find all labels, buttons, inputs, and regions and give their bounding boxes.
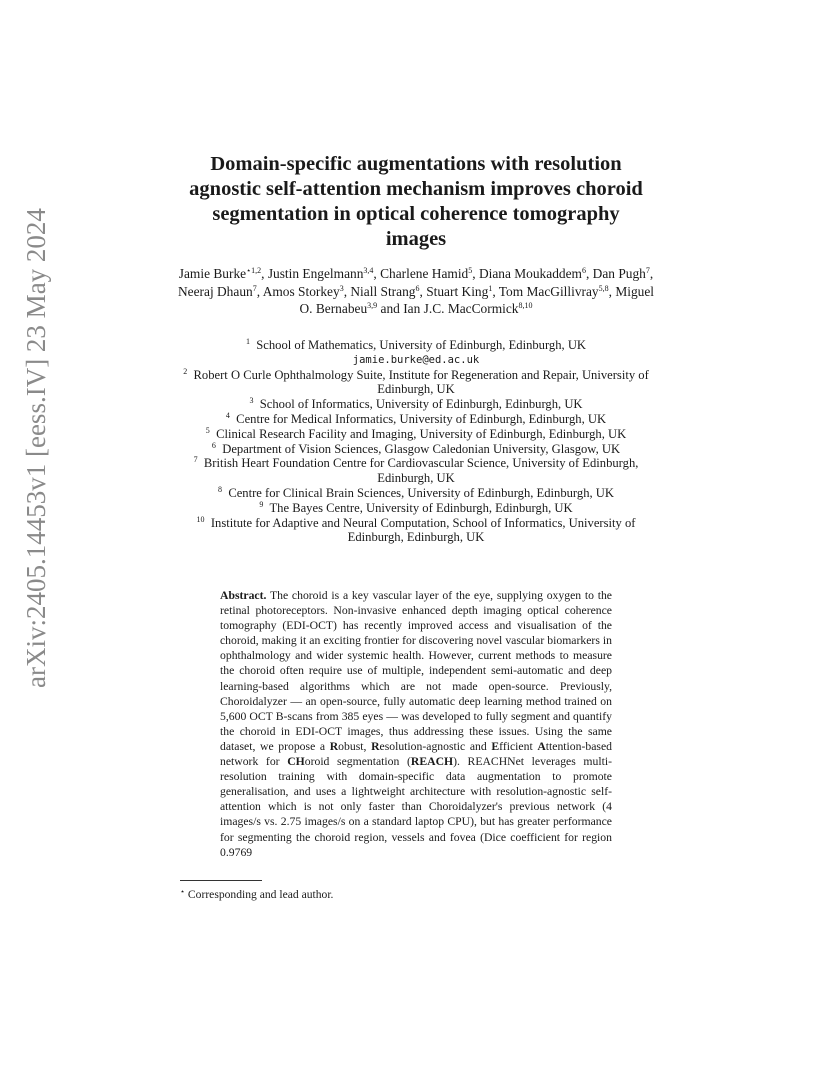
affiliation: $^7$ British Heart Foundation Centre for Cardiovascular Science, University of Edinburgh, Edinburgh, UK — [193, 455, 639, 486]
affiliation: $^2$ Robert O Curle Ophthalmology Suite, Institute for Regeneration and Repair, University of Edinburgh, UK — [183, 366, 649, 397]
author-list: Jamie Burke$^{⋆1,2}$, Justin Engelmann$^{3,4}$, Charlene Hamid$^5$, Diana Moukaddem$^6$, Dan Pugh$^7$, Neeraj Dhaun$^7$, Amos Storkey$^3$, Niall Strang$^6$, Stuart King$^1$, Tom MacGillivray$^{5,8}$, Miguel O. Bernabeu$^{3,9}$ and Ian J.C. MacCormick$^{8,10}$ — [177, 266, 655, 316]
acronym-reach: REACH — [410, 755, 454, 769]
affiliation: $^5$ Clinical Research Facility and Imaging, University of Edinburgh, Edinburgh, UK — [205, 425, 627, 441]
author: Niall Strang$^6$ — [350, 283, 420, 299]
affiliation: $^{10}$ Institute for Adaptive and Neural Computation, School of Informatics, University of Edinburgh, Edinburgh, UK — [196, 514, 636, 545]
author: Neeraj Dhaun$^7$ — [177, 283, 257, 299]
author: Jamie Burke$^{⋆1,2}$ — [178, 266, 262, 281]
abstract-label: Abstract. — [220, 589, 267, 602]
abstract-text-continued: ). REACHNet leverages multi-resolution training with domain-specific data augmentation to promote generalisation, and uses a lightweight architecture with resolution-agnostic self-attention which is not only faster than Choroidalyzer's previous network (4 images/s vs. 2.75 images/s on a standard laptop CPU), but has greater performance for segmenting the choroid region, vessels and fovea (Dice coefficient for region 0.9769 — [220, 755, 612, 859]
author: Amos Storkey$^3$ — [262, 283, 344, 299]
affiliation: $^8$ Centre for Clinical Brain Sciences, University of Edinburgh, Edinburgh, UK — [218, 484, 614, 500]
footnote-divider — [180, 880, 262, 881]
arxiv-identifier: arXiv:2405.14453v1 [eess.IV] 23 May 2024 — [21, 208, 51, 688]
author: Diana Moukaddem$^6$ — [478, 266, 586, 281]
author: Ian J.C. MacCormick$^{8,10}$ — [403, 301, 533, 316]
affiliation: $^1$ School of Mathematics, University of Edinburgh, Edinburgh, UK — [245, 337, 587, 352]
author: Dan Pugh$^7$ — [592, 266, 650, 281]
footnote: ⋆ Corresponding and lead author. — [180, 887, 334, 901]
author: Miguel O. Bernabeu$^{3,9}$ — [299, 283, 655, 316]
author: Stuart King$^1$ — [426, 283, 493, 299]
author: Justin Engelmann$^{3,4}$ — [267, 266, 374, 281]
affiliation-list — [170, 338, 662, 545]
author: Charlene Hamid$^5$ — [380, 266, 473, 281]
paper-title: Domain-specific augmentations with resolution agnostic self-attention mechanism improves choroid segmentation in optical coherence tomography images — [189, 153, 643, 250]
affiliation: $^9$ The Bayes Centre, University of Edinburgh, Edinburgh, UK — [259, 499, 573, 515]
affiliation: $^4$ Centre for Medical Informatics, University of Edinburgh, Edinburgh, UK — [225, 410, 607, 426]
abstract: Abstract. The choroid is a key vascular layer of the eye, supplying oxygen to the retinal photoreceptors. Non-invasive enhanced depth imaging optical coherence tomography (EDI-OCT) has recently improved access and visualisation of the choroid, making it an exciting frontier for discovering novel vascular biomarkers in ophthalmology and wider systemic health. However, current methods to measure the choroid often require use of multiple, independent semi-automatic and deep learning-based algorithms which are not made open-source. Previously, Choroidalyzer — an open-source, fully automatic deep learning method trained on 5,600 OCT B-scans from 385 eyes — was developed to fully segment and quantify the choroid in EDI-OCT images, thus addressing these issues. Using the same dataset, we propose a Robust, Resolution-agnostic and Efficient Attention-based network for CHoroid segmentation (REACH). REACHNet leverages multi-resolution training with domain-specific data augmentation to promote generalisation, and uses a lightweight architecture with resolution-agnostic self-attention which is not only faster than Choroidalyzer's previous network (4 images/s vs. 2.75 images/s on a standard laptop CPU), but has greater performance for segmenting the choroid region, vessels and fovea (Dice coefficient for region 0.9769 — [220, 589, 612, 859]
corresponding-email: jamie.burke@ed.ac.uk — [352, 353, 480, 366]
abstract-text: The choroid is a key vascular layer of the eye, supplying oxygen to the retinal photoreceptors. Non-invasive enhanced depth imaging optical coherence tomography (EDI-OCT) has recently improved access and visualisation of the choroid, making it an exciting frontier for discovering novel vascular biomarkers in ophthalmology and wider systemic health. However, current methods to measure the choroid often require use of multiple, independent semi-automatic and deep learning-based algorithms which are not made open-source. Previously, Choroidalyzer — an open-source, fully automatic deep learning method trained on 5,600 OCT B-scans from 385 eyes — was developed to fully segment and quantify the choroid in EDI-OCT images, thus addressing these issues. Using the same dataset, we propose a — [220, 589, 612, 753]
affiliation: $^6$ Department of Vision Sciences, Glasgow Caledonian University, Glasgow, UK — [211, 440, 621, 456]
author: Tom MacGillivray$^{5,8}$ — [498, 283, 609, 299]
affiliation: $^3$ School of Informatics, University of Edinburgh, Edinburgh, UK — [249, 396, 583, 412]
